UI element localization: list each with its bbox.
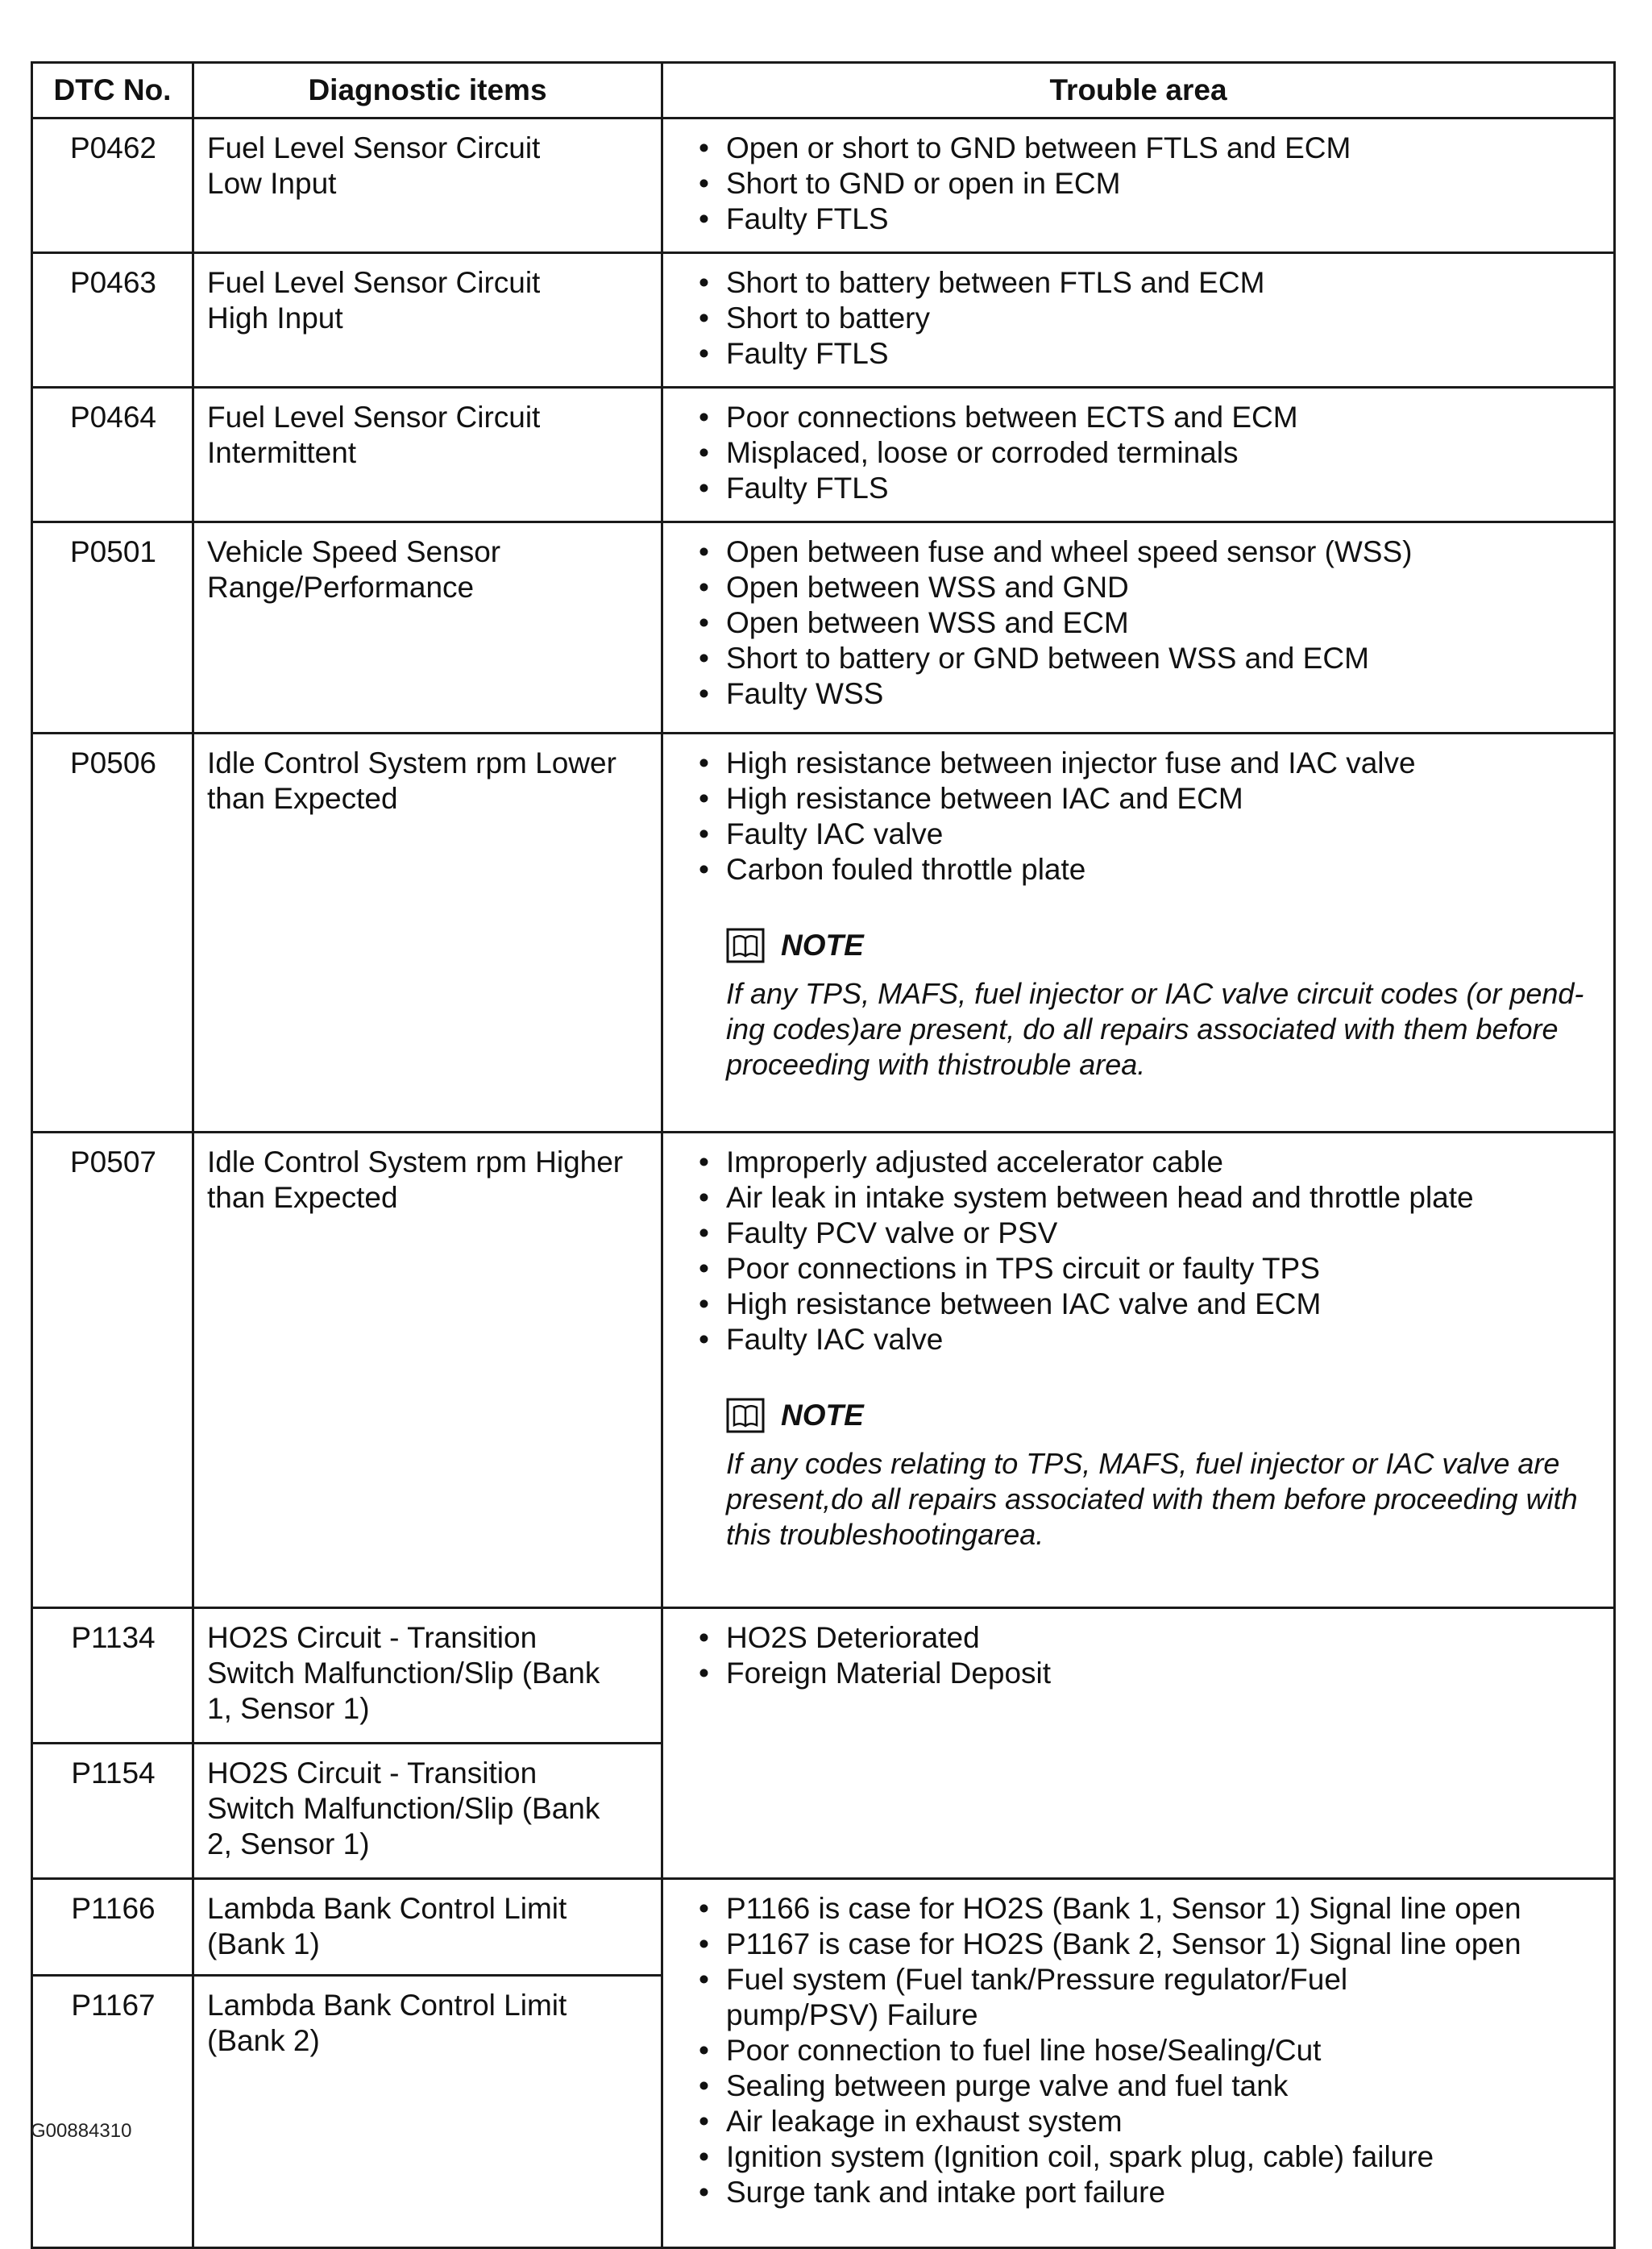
trouble-item: • Ignition system (Ignition coil, spark plug, cable) failure <box>699 2139 1602 2175</box>
note-title: NOTE <box>781 929 864 962</box>
note-text: If any codes relating to TPS, MAFS, fuel injector or IAC valve are present,do all repairs associated with them before proceeding with this troubleshootingarea. <box>726 1447 1578 1551</box>
trouble-item: • Improperly adjusted accelerator cable <box>699 1145 1602 1180</box>
dtc-code: P0462 <box>32 118 193 253</box>
trouble-area-cell <box>662 734 1615 1133</box>
trouble-item: • Faulty IAC valve <box>699 817 1602 852</box>
table-row <box>32 734 1615 1133</box>
trouble-item: • High resistance between IAC and ECM <box>699 781 1602 817</box>
trouble-item: • Open between WSS and GND <box>699 570 1602 605</box>
trouble-area-cell <box>662 522 1615 734</box>
table-row <box>32 1133 1615 1608</box>
dtc-code: P0507 <box>32 1133 193 1608</box>
table-body <box>32 118 1615 2248</box>
trouble-item: • Surge tank and intake port failure <box>699 2175 1602 2210</box>
trouble-item: • Carbon fouled throttle plate <box>699 852 1602 888</box>
table-row <box>32 118 1615 253</box>
dtc-code: P0506 <box>32 734 193 1133</box>
trouble-item: • Misplaced, loose or corroded terminals <box>699 435 1602 471</box>
table-row <box>32 522 1615 734</box>
trouble-item: • Faulty FTLS <box>699 471 1602 506</box>
trouble-list <box>676 131 1602 237</box>
dtc-code: P0463 <box>32 253 193 388</box>
trouble-item: • Poor connections between ECTS and ECM <box>699 400 1602 435</box>
trouble-item: • Air leak in intake system between head and throttle plate <box>699 1180 1602 1216</box>
trouble-item: • Faulty WSS <box>699 676 1602 712</box>
trouble-item: • Fuel system (Fuel tank/Pressure regulator/Fuel pump/PSV) Failure <box>699 1962 1602 2033</box>
diagnostic-item: Idle Control System rpm Higher than Expected <box>193 1133 662 1608</box>
dtc-code: P1134 <box>32 1608 193 1744</box>
trouble-area-cell <box>662 1133 1615 1608</box>
note-header <box>726 1398 1602 1433</box>
trouble-area-cell <box>662 253 1615 388</box>
trouble-item: • Sealing between purge valve and fuel tank <box>699 2068 1602 2104</box>
book-icon <box>726 928 765 963</box>
dtc-code: P1167 <box>32 1976 193 2248</box>
note-block <box>726 928 1602 1083</box>
note-block <box>726 1398 1602 1553</box>
diagnostic-item: Lambda Bank Control Limit (Bank 2) <box>193 1976 662 2248</box>
trouble-item: • HO2S Deteriorated <box>699 1620 1602 1656</box>
trouble-list <box>676 265 1602 372</box>
trouble-item: • Short to battery between FTLS and ECM <box>699 265 1602 301</box>
trouble-area-cell <box>662 388 1615 522</box>
header-row <box>32 63 1615 118</box>
dtc-code: P1166 <box>32 1879 193 1976</box>
trouble-list <box>676 400 1602 506</box>
trouble-item: • Poor connections in TPS circuit or faulty TPS <box>699 1251 1602 1287</box>
trouble-list <box>676 534 1602 712</box>
trouble-item: • Open or short to GND between FTLS and ECM <box>699 131 1602 166</box>
trouble-area-cell <box>662 1608 1615 1879</box>
diagnostic-item: HO2S Circuit - Transition Switch Malfunction/Slip (Bank 2, Sensor 1) <box>193 1744 662 1879</box>
trouble-list <box>676 1620 1602 1691</box>
dtc-code: P0501 <box>32 522 193 734</box>
dtc-code: P1154 <box>32 1744 193 1879</box>
diagnostic-item: Vehicle Speed Sensor Range/Performance <box>193 522 662 734</box>
trouble-item: • P1167 is case for HO2S (Bank 2, Sensor 1) Signal line open <box>699 1927 1602 1962</box>
header-dtc: DTC No. <box>32 63 193 118</box>
header-diagnostic-items: Diagnostic items <box>193 63 662 118</box>
trouble-area-cell <box>662 1879 1615 2248</box>
table-row <box>32 1608 1615 1744</box>
book-icon <box>726 1398 765 1433</box>
trouble-area-cell <box>662 118 1615 253</box>
trouble-list <box>676 746 1602 888</box>
note-title: NOTE <box>781 1399 864 1432</box>
trouble-item: • Open between WSS and ECM <box>699 605 1602 641</box>
diagnostic-item: Fuel Level Sensor Circuit Low Input <box>193 118 662 253</box>
trouble-item: • Short to GND or open in ECM <box>699 166 1602 202</box>
trouble-item: • Poor connection to fuel line hose/Sealing/Cut <box>699 2033 1602 2068</box>
note-text: If any TPS, MAFS, fuel injector or IAC valve circuit codes (or pend- ing codes)are present, do all repairs associated with them before proceeding with thistrouble area. <box>726 977 1584 1081</box>
trouble-list <box>676 1891 1602 2210</box>
trouble-item: • P1166 is case for HO2S (Bank 1, Sensor 1) Signal line open <box>699 1891 1602 1927</box>
trouble-item: • High resistance between IAC valve and ECM <box>699 1287 1602 1322</box>
table-row <box>32 253 1615 388</box>
trouble-item: • Open between fuse and wheel speed sensor (WSS) <box>699 534 1602 570</box>
dtc-table <box>31 61 1616 2249</box>
diagnostic-item: Fuel Level Sensor Circuit Intermittent <box>193 388 662 522</box>
diagnostic-item: HO2S Circuit - Transition Switch Malfunction/Slip (Bank 1, Sensor 1) <box>193 1608 662 1744</box>
table-row <box>32 388 1615 522</box>
trouble-item: • Faulty IAC valve <box>699 1322 1602 1357</box>
diagnostic-item: Fuel Level Sensor Circuit High Input <box>193 253 662 388</box>
table-row <box>32 1879 1615 1976</box>
trouble-item: • Short to battery or GND between WSS and ECM <box>699 641 1602 676</box>
trouble-item: • Air leakage in exhaust system <box>699 2104 1602 2139</box>
header-trouble-area: Trouble area <box>662 63 1615 118</box>
dtc-code: P0464 <box>32 388 193 522</box>
trouble-item: • Faulty FTLS <box>699 202 1602 237</box>
trouble-item: • High resistance between injector fuse and IAC valve <box>699 746 1602 781</box>
figure-id: G00884310 <box>31 2120 132 2142</box>
diagnostic-item: Lambda Bank Control Limit (Bank 1) <box>193 1879 662 1976</box>
diagnostic-item: Idle Control System rpm Lower than Expected <box>193 734 662 1133</box>
trouble-item: • Faulty PCV valve or PSV <box>699 1216 1602 1251</box>
trouble-item: • Foreign Material Deposit <box>699 1656 1602 1691</box>
trouble-item: • Short to battery <box>699 301 1602 336</box>
trouble-list <box>676 1145 1602 1357</box>
trouble-item: • Faulty FTLS <box>699 336 1602 372</box>
note-header <box>726 928 1602 963</box>
